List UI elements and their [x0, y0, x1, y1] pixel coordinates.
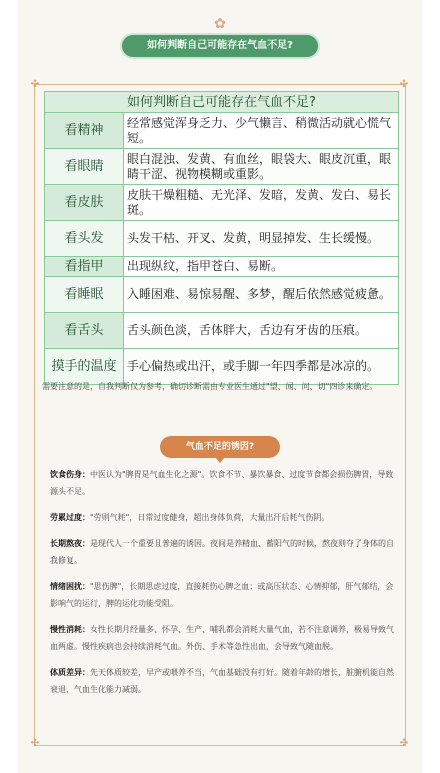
row-description: 经常感觉浑身乏力、少气懒言、稍微活动就心慌气短。 — [124, 113, 399, 149]
causes-title: 气血不足的诱因? — [160, 436, 280, 458]
row-category: 看头发 — [45, 221, 124, 257]
table-row — [45, 313, 399, 349]
cause-text: 是现代人一个重要且普遍的诱因。夜间是养精血、蓄阳气的时候，熬夜则夺了身体的自我修复。 — [50, 539, 394, 565]
cause-label: 慢性消耗： — [50, 625, 90, 634]
page-title: 如何判断自己可能存在气血不足? — [122, 35, 318, 57]
list-item — [50, 664, 398, 698]
causes-list — [50, 466, 398, 707]
row-description: 皮肤干燥粗糙、无光泽、发暗，发黄、发白、易长斑。 — [124, 185, 399, 221]
row-category: 看眼睛 — [45, 149, 124, 185]
flower-icon: ✿ — [214, 16, 226, 32]
corner-ornament-icon: ✣ — [30, 738, 40, 749]
cause-text: "思伤脾"，长期思虑过度，直接耗伤心脾之血；或高压状态、心情抑郁，肝气郁结，会影响气的运行，脾的运化功能受阻。 — [50, 582, 394, 608]
cause-text: "劳则气耗"，日常过度健身，超出身体负荷，大量出汗后耗气伤阴。 — [90, 513, 330, 522]
row-description: 入睡困难、易惊易醒、多梦，醒后依然感觉疲惫。 — [124, 277, 399, 313]
row-category: 看睡眠 — [45, 277, 124, 313]
cause-text: 先天体质较差，早产或喂养不当，气血基础没有打好。随着年龄的增长，脏腑机能自然衰退，气血生化能力减弱。 — [50, 668, 394, 694]
corner-ornament-icon: ✣ — [399, 79, 409, 90]
row-description: 眼白混浊、发黄、有血丝，眼袋大、眼皮沉重，眼睛干涩、视物模糊或重影。 — [124, 149, 399, 185]
row-description: 头发干枯、开叉、发黄，明显掉发、生长缓慢。 — [124, 221, 399, 257]
speech-tail — [215, 457, 225, 463]
row-description: 手心偏热或出汗，或手脚一年四季都是冰凉的。 — [124, 349, 399, 385]
row-category: 摸手的温度 — [45, 349, 124, 385]
table-row — [45, 221, 399, 257]
cause-text: 中医认为"脾胃是气血生化之源"。饮食不节、暴饮暴食、过度节食都会损伤脾胃，导致源头不足。 — [50, 470, 394, 496]
table-row — [45, 149, 399, 185]
corner-ornament-icon: ✣ — [30, 79, 40, 90]
table-title: 如何判断自己可能存在气血不足? — [45, 92, 399, 113]
row-description: 舌头颜色淡，舌体胖大，舌边有牙齿的压痕。 — [124, 313, 399, 349]
cause-label: 劳累过度： — [50, 513, 90, 522]
cause-label: 体质差异： — [50, 668, 90, 677]
row-category: 看指甲 — [45, 257, 124, 277]
cause-label: 饮食伤身： — [50, 470, 90, 479]
corner-ornament-icon: ✣ — [399, 738, 409, 749]
row-category: 看精神 — [45, 113, 124, 149]
row-description: 出现纵纹，指甲苍白、易断。 — [124, 257, 399, 277]
cause-text: 女性长期月经量多、怀孕、生产、哺乳都会消耗大量气血，若不注意调养，极易导致气血两虚。慢性疾病也会持续消耗气血。外伤、手术等急性出血，会导致气随血脱。 — [50, 625, 394, 651]
cause-label: 长期熬夜： — [50, 539, 90, 548]
list-item — [50, 466, 398, 500]
table-row — [45, 257, 399, 277]
list-item — [50, 621, 398, 655]
row-category: 看皮肤 — [45, 185, 124, 221]
cause-label: 情绪困扰： — [50, 582, 90, 591]
list-item — [50, 509, 398, 526]
row-category: 看舌头 — [45, 313, 124, 349]
list-item — [50, 578, 398, 612]
disclaimer-note: 需要注意的是，自我判断仅为参考，确切诊断需由专业医生通过"望、闻、问、切"四诊来确定。 — [42, 382, 378, 391]
table-row — [45, 113, 399, 149]
table-row — [45, 277, 399, 313]
list-item — [50, 535, 398, 569]
table-row — [45, 185, 399, 221]
symptom-table — [44, 91, 399, 385]
